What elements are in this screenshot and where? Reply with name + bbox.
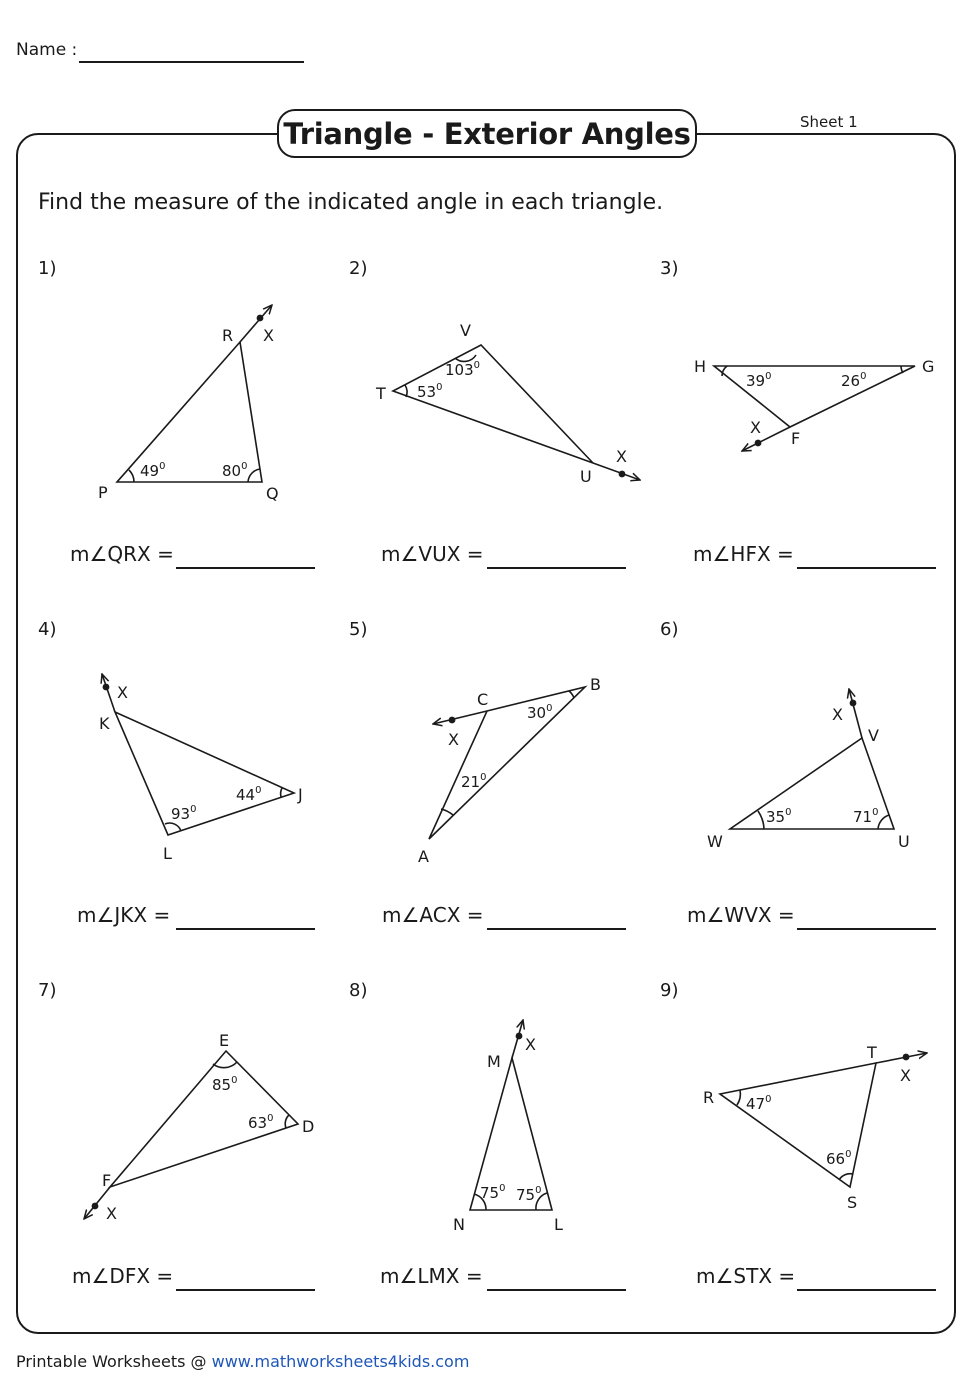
vertex-label: G [922,357,935,376]
vertex-label: P [98,483,108,502]
angle-value: 85 [212,1076,232,1094]
vertex-label: S [847,1193,858,1212]
svg-text:490 [140,461,165,480]
angle-value: 75 [516,1186,536,1204]
instructions: Find the measure of the indicated angle in each triangle. [38,190,664,215]
degree-mark: 0 [872,807,879,818]
answer-prompt: m∠LMX = [380,1264,483,1288]
triangle-8 [470,1020,552,1210]
svg-text:470 [746,1094,771,1113]
angle-value: 47 [746,1095,766,1113]
footer-text: Printable Worksheets @ [16,1352,212,1371]
problem-number: 5) [349,619,368,640]
angle-value: 44 [236,786,256,804]
vertex-label: X [448,730,459,749]
vertex-label: N [453,1215,465,1234]
degree-mark: 0 [255,785,262,796]
vertex-label: J [298,785,303,804]
vertex-label: V [460,321,471,340]
footer [16,1352,469,1371]
degree-mark: 0 [241,461,248,472]
degree-mark: 0 [159,461,166,472]
vertex-label: X [106,1204,117,1223]
triangle-9 [720,1053,927,1187]
answer-prompt: m∠ACX = [382,903,484,927]
svg-text:930 [171,804,196,823]
vertex-label: H [694,357,707,376]
vertex-label: E [219,1031,230,1050]
name-label: Name : [16,40,78,60]
problem-number: 9) [660,980,679,1001]
svg-text:1030 [445,360,480,379]
degree-mark: 0 [845,1149,852,1160]
vertex-label: T [376,384,386,403]
svg-text:260 [841,371,866,390]
angle-value: 30 [527,704,547,722]
answer-prompt: m∠QRX = [70,542,174,566]
angle-value: 93 [171,805,191,823]
triangle-1 [117,305,272,482]
answer-prompt: m∠VUX = [381,542,484,566]
angle-value: 39 [746,372,766,390]
svg-text:850 [212,1075,237,1094]
degree-mark: 0 [480,772,487,783]
problem-number: 4) [38,619,57,640]
degree-mark: 0 [190,804,197,815]
svg-text:300 [527,703,552,722]
triangle-3 [714,366,915,451]
answer-prompt: m∠HFX = [693,542,794,566]
vertex-label: R [222,326,234,345]
vertex-label: M [487,1052,501,1071]
angle-value: 63 [248,1114,268,1132]
degree-mark: 0 [765,1094,772,1105]
vertex-label: R [703,1088,715,1107]
angle-value: 53 [417,383,437,401]
problem-number: 6) [660,619,679,640]
svg-text:800 [222,461,247,480]
vertex-label: F [102,1171,112,1190]
angle-value: 80 [222,462,242,480]
problem-number: 2) [349,258,368,279]
degree-mark: 0 [231,1075,238,1086]
angle-value: 21 [461,773,481,791]
svg-text:390 [746,371,771,390]
degree-mark: 0 [436,382,443,393]
degree-mark: 0 [785,807,792,818]
vertex-label: V [868,726,879,745]
svg-text:660 [826,1149,851,1168]
vertex-label: X [832,705,843,724]
vertex-label: X [117,683,128,702]
svg-text:440 [236,785,261,804]
vertex-label: X [616,447,627,466]
angle-value: 35 [766,808,786,826]
triangle-2 [393,345,640,480]
triangle-5 [429,687,585,839]
svg-text:630 [248,1113,273,1132]
degree-mark: 0 [473,360,481,371]
svg-text:350 [766,807,791,826]
angle-value: 71 [853,808,873,826]
answer-prompt: m∠DFX = [72,1264,174,1288]
vertex-label: F [791,429,801,448]
svg-text:750 [480,1183,505,1202]
vertex-label: L [554,1215,563,1234]
answer-prompt: m∠WVX = [687,903,795,927]
answer-prompt: m∠STX = [696,1264,796,1288]
vertex-label: W [707,832,723,851]
vertex-label: B [590,675,601,694]
svg-text:710 [853,807,878,826]
vertex-label: X [900,1066,911,1085]
vertex-label: T [867,1043,877,1062]
problem-number: 8) [349,980,368,1001]
angle-value: 66 [826,1150,846,1168]
svg-text:210 [461,772,486,791]
problem-number: 3) [660,258,679,279]
footer-link[interactable]: www.mathworksheets4kids.com [211,1352,470,1371]
sheet-label: Sheet 1 [800,113,858,131]
vertex-label: L [163,844,172,863]
vertex-label: U [580,467,592,486]
vertex-label: U [898,832,910,851]
vertex-label: C [477,690,489,709]
vertex-label: X [750,418,761,437]
vertex-label: A [418,847,429,866]
degree-mark: 0 [860,371,867,382]
triangle-7 [84,1051,298,1219]
angle-value: 49 [140,462,160,480]
vertex-label: Q [266,484,279,503]
degree-mark: 0 [546,703,553,714]
page-title: Triangle - Exterior Angles [277,109,697,158]
triangle-4 [102,674,294,835]
degree-mark: 0 [535,1185,542,1196]
degree-mark: 0 [765,371,772,382]
problem-number: 7) [38,980,57,1001]
degree-mark: 0 [267,1113,274,1124]
answer-prompt: m∠JKX = [77,903,171,927]
vertex-label: X [263,326,274,345]
angle-value: 75 [480,1184,500,1202]
vertex-label: X [525,1035,536,1054]
angle-value: 103 [445,361,474,379]
degree-mark: 0 [499,1183,506,1194]
vertex-label: D [302,1117,315,1136]
problem-number: 1) [38,258,57,279]
svg-text:530 [417,382,442,401]
vertex-label: K [99,714,110,733]
angle-value: 26 [841,372,861,390]
